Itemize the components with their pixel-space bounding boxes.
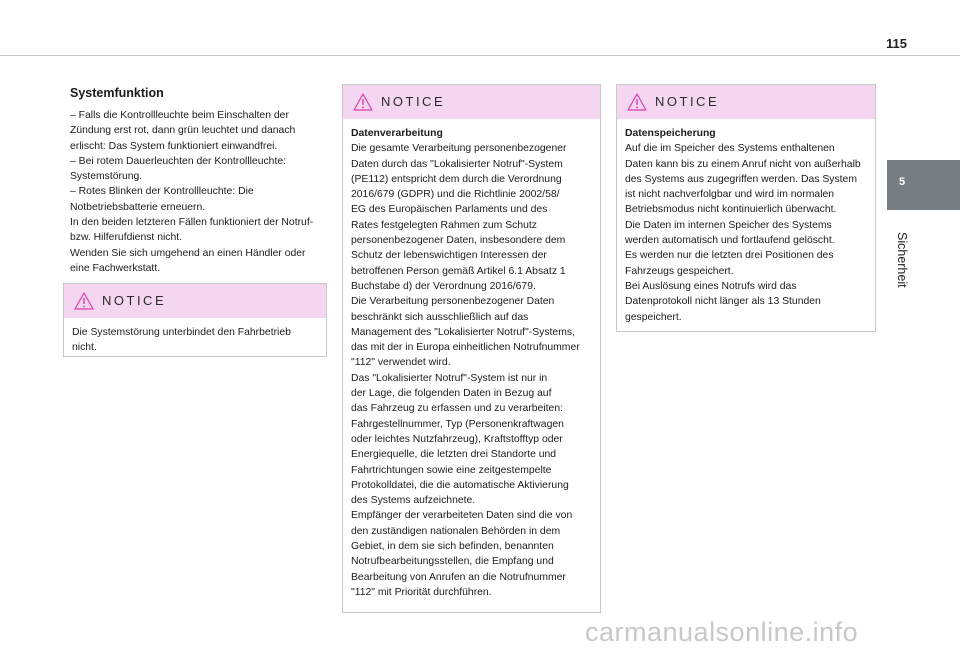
notice-subheading: Datenverarbeitung — [351, 128, 443, 139]
text-line: erlischt: Das System funktioniert einwandfrei. — [70, 140, 278, 152]
top-rule — [0, 55, 960, 56]
text-line: das mit der in Europa einheitlichen Notrufnummer — [351, 342, 580, 354]
notice-title: NOTICE — [102, 293, 167, 308]
text-line: Zündung erst rot, dann grün leuchtet und danach — [70, 125, 296, 137]
warning-icon — [627, 93, 647, 111]
text-line: Die gesamte Verarbeitung personenbezogener — [351, 143, 567, 155]
text-line: personenbezogener Daten, insbesondere dem — [351, 235, 566, 247]
chapter-title: Sicherheit — [895, 232, 909, 288]
text-line: des Systems aus zugegriffen werden. Das System — [625, 173, 857, 185]
warning-icon — [353, 93, 373, 111]
text-line: Das "Lokalisierter Notruf"-System ist nur in — [351, 372, 548, 384]
section-heading: Systemfunktion — [70, 86, 164, 100]
text-line: Fahrtrichtungen sowie eine zeitgestempelte — [351, 464, 552, 476]
left-text — [70, 108, 332, 276]
notice-subheading: Datenspeicherung — [625, 128, 716, 139]
notice-body — [64, 318, 326, 362]
left-column — [70, 86, 332, 276]
text-line: Bei Auslösung eines Notrufs wird das — [625, 280, 797, 292]
text-line: Die Systemstörung unterbindet den Fahrbetrieb — [72, 327, 291, 338]
notice-box-middle — [342, 84, 601, 613]
text-line: Daten kann bis zu einem Anruf nicht von außerhalb — [625, 158, 861, 170]
text-line: Rates festgelegten Rahmen zum Schutz — [351, 219, 537, 231]
text-line: Schutz der lebenswichtigen Interessen der — [351, 250, 547, 262]
text-line: Buchstabe d) der Verordnung 2016/679. — [351, 280, 536, 292]
notice-title: NOTICE — [655, 94, 720, 109]
text-line: 2016/679 (GDPR) und die Richtlinie 2002/58/ — [351, 189, 560, 201]
text-line: Wenden Sie sich umgehend an einen Händler oder — [70, 247, 306, 259]
watermark: carmanualsonline.info — [585, 617, 859, 647]
text-line: "112" verwendet wird. — [351, 357, 451, 369]
text-line: betroffenen Person gemäß Artikel 6.1 Absatz 1 — [351, 265, 566, 277]
text-line: bzw. Hilferufdienst nicht. — [70, 232, 183, 244]
text-line: den zuständigen nationalen Behörden in dem — [351, 525, 561, 537]
text-line: Notbetriebsbatterie erneuern. — [70, 201, 206, 213]
notice-body — [617, 119, 875, 331]
text-line: Datenprotokoll nicht länger als 13 Stunden — [625, 296, 821, 308]
text-line: Management des "Lokalisierter Notruf"-Systems, — [351, 326, 575, 338]
text-line: Empfänger der verarbeiteten Daten sind die von — [351, 510, 573, 522]
text-line: oder leichtes Nutzfahrzeug), Kraftstofftyp oder — [351, 433, 563, 445]
text-line: EG des Europäischen Parlaments und des — [351, 204, 548, 216]
text-line: Systemstörung. — [70, 171, 143, 183]
text-line: Die Verarbeitung personenbezogener Daten — [351, 296, 555, 308]
text-line: des Systems aufzeichnete. — [351, 495, 476, 507]
text-line: Es werden nur die letzten drei Positionen des — [625, 250, 834, 262]
text-line: beschränkt sich ausschließlich auf das — [351, 311, 529, 323]
text-line: Energiequelle, die letzten drei Standorte und — [351, 449, 557, 461]
notice-header — [64, 284, 326, 318]
text-line: – Falls die Kontrollleuchte beim Einschalten der — [70, 110, 289, 121]
text-line: Fahrgestellnummer, Typ (Personenkraftwagen — [351, 418, 564, 430]
text-line: ist nicht nachverfolgbar und wird im normalen — [625, 189, 835, 201]
warning-icon — [74, 292, 94, 310]
notice-title: NOTICE — [381, 94, 446, 109]
text-line: Daten durch das "Lokalisierter Notruf"-System — [351, 158, 563, 170]
text-line: Die Daten im internen Speicher des Systems — [625, 219, 832, 231]
notice-header — [617, 85, 875, 119]
text-line: Notrufbearbeitungsstellen, die Empfang und — [351, 556, 554, 568]
text-line: nicht. — [72, 342, 97, 354]
text-line: Fahrzeugs gespeichert. — [625, 265, 734, 277]
text-line: das Fahrzeug zu erfassen und zu verarbeiten: — [351, 403, 563, 415]
text-line: – Bei rotem Dauerleuchten der Kontrollleuchte: — [70, 155, 287, 167]
text-line: In den beiden letzteren Fällen funktioniert der Notruf- — [70, 217, 314, 229]
text-line: – Rotes Blinken der Kontrollleuchte: Die — [70, 186, 254, 198]
text-line: Bearbeitung von Anrufen an die Notrufnummer — [351, 571, 566, 583]
notice-body — [343, 119, 600, 606]
page-number: 115 — [886, 36, 907, 51]
text-line: Gebiet, in dem sie sich befinden, benannten — [351, 541, 554, 553]
text-line: gespeichert. — [625, 311, 682, 323]
text-line: Betriebsmodus nicht kontinuierlich überwacht. — [625, 204, 837, 216]
text-line: "112" mit Priorität durchführen. — [351, 586, 492, 598]
text-line: eine Fachwerkstatt. — [70, 262, 161, 274]
text-line: der Lage, die folgenden Daten in Bezug auf — [351, 388, 552, 400]
text-line: werden automatisch und fortlaufend gelöscht. — [625, 235, 835, 247]
text-line: Auf die im Speicher des Systems enthaltenen — [625, 143, 835, 155]
chapter-number: 5 — [898, 176, 906, 188]
text-line: (PE112) entspricht dem durch die Verordnung — [351, 173, 562, 185]
notice-header — [343, 85, 600, 119]
notice-box-left — [63, 283, 327, 357]
text-line: Protokolldatei, die die automatische Aktivierung — [351, 479, 569, 491]
notice-box-right — [616, 84, 876, 332]
